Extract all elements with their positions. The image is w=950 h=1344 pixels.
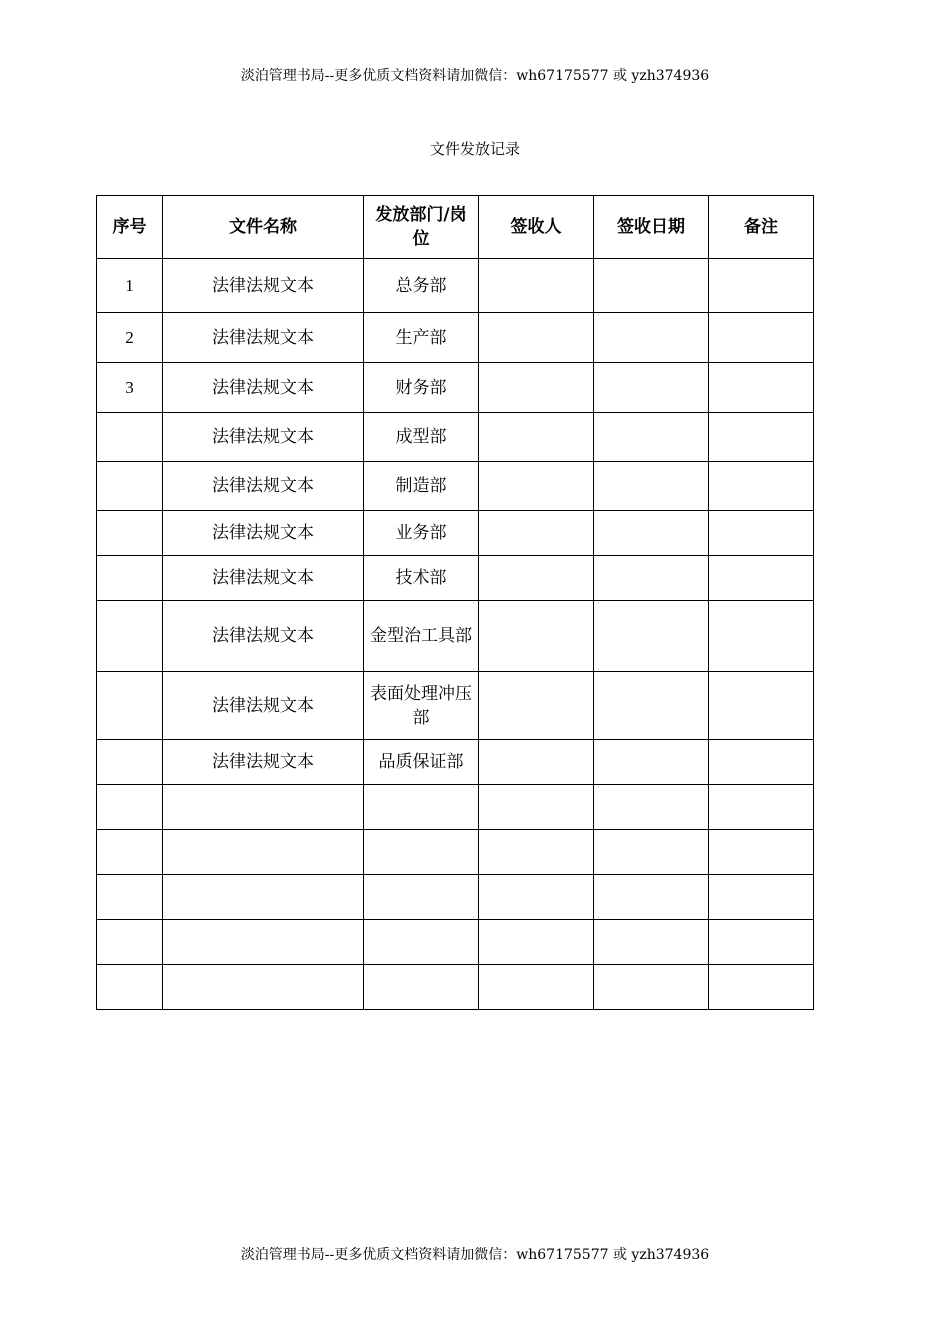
cell-dept: 金型治工具部 (364, 601, 479, 672)
cell-dept: 成型部 (364, 413, 479, 462)
cell-seq (97, 785, 163, 830)
cell-doc-name: 法律法规文本 (163, 313, 364, 363)
cell-signer (479, 413, 594, 462)
table-row (97, 601, 814, 672)
column-header-remark: 备注 (709, 196, 814, 259)
cell-remark (709, 363, 814, 413)
cell-signer (479, 511, 594, 556)
cell-seq: 2 (97, 313, 163, 363)
cell-remark (709, 672, 814, 740)
cell-signer (479, 740, 594, 785)
cell-dept (364, 875, 479, 920)
cell-signer (479, 601, 594, 672)
cell-remark (709, 462, 814, 511)
cell-dept: 财务部 (364, 363, 479, 413)
cell-signer (479, 462, 594, 511)
cell-remark (709, 965, 814, 1010)
cell-signer (479, 556, 594, 601)
table-row (97, 920, 814, 965)
cell-doc-name (163, 920, 364, 965)
cell-remark (709, 511, 814, 556)
cell-seq (97, 830, 163, 875)
cell-seq (97, 965, 163, 1010)
cell-seq (97, 875, 163, 920)
cell-sign-date (594, 556, 709, 601)
cell-signer (479, 785, 594, 830)
cell-seq (97, 413, 163, 462)
cell-sign-date (594, 920, 709, 965)
distribution-record-table (96, 195, 814, 1010)
cell-sign-date (594, 259, 709, 313)
table-row (97, 313, 814, 363)
column-header-sign-date: 签收日期 (594, 196, 709, 259)
column-header-seq: 序号 (97, 196, 163, 259)
cell-seq (97, 920, 163, 965)
cell-doc-name: 法律法规文本 (163, 672, 364, 740)
cell-dept: 技术部 (364, 556, 479, 601)
column-header-signer: 签收人 (479, 196, 594, 259)
page-header-note: 淡泊管理书局--更多优质文档资料请加微信：wh67175577 或 yzh374936 (240, 68, 710, 84)
cell-sign-date (594, 830, 709, 875)
cell-seq (97, 601, 163, 672)
page-footer-note: 淡泊管理书局--更多优质文档资料请加微信：wh67175577 或 yzh374936 (240, 1247, 710, 1263)
cell-dept: 生产部 (364, 313, 479, 363)
cell-doc-name: 法律法规文本 (163, 511, 364, 556)
cell-seq: 3 (97, 363, 163, 413)
table-row (97, 965, 814, 1010)
cell-sign-date (594, 672, 709, 740)
table-row (97, 672, 814, 740)
cell-doc-name: 法律法规文本 (163, 740, 364, 785)
cell-dept (364, 785, 479, 830)
cell-dept (364, 830, 479, 875)
cell-dept: 制造部 (364, 462, 479, 511)
cell-signer (479, 965, 594, 1010)
cell-remark (709, 830, 814, 875)
column-header-dept: 发放部门/岗位 (364, 196, 479, 259)
cell-doc-name: 法律法规文本 (163, 363, 364, 413)
table-row (97, 875, 814, 920)
cell-signer (479, 672, 594, 740)
cell-dept: 品质保证部 (364, 740, 479, 785)
table-row (97, 363, 814, 413)
cell-doc-name (163, 785, 364, 830)
cell-signer (479, 313, 594, 363)
cell-doc-name (163, 830, 364, 875)
cell-doc-name: 法律法规文本 (163, 259, 364, 313)
cell-doc-name: 法律法规文本 (163, 601, 364, 672)
cell-sign-date (594, 785, 709, 830)
cell-signer (479, 259, 594, 313)
cell-doc-name (163, 965, 364, 1010)
table-row (97, 556, 814, 601)
table-row (97, 511, 814, 556)
cell-signer (479, 363, 594, 413)
cell-dept: 总务部 (364, 259, 479, 313)
cell-dept (364, 965, 479, 1010)
cell-sign-date (594, 740, 709, 785)
cell-sign-date (594, 965, 709, 1010)
cell-remark (709, 313, 814, 363)
cell-doc-name: 法律法规文本 (163, 413, 364, 462)
table-row (97, 462, 814, 511)
cell-seq (97, 556, 163, 601)
cell-seq (97, 740, 163, 785)
cell-sign-date (594, 875, 709, 920)
table-row (97, 413, 814, 462)
cell-seq (97, 462, 163, 511)
table-row (97, 259, 814, 313)
cell-doc-name: 法律法规文本 (163, 462, 364, 511)
cell-sign-date (594, 601, 709, 672)
cell-doc-name: 法律法规文本 (163, 556, 364, 601)
cell-seq: 1 (97, 259, 163, 313)
cell-dept: 业务部 (364, 511, 479, 556)
table-header-row (97, 196, 814, 259)
cell-seq (97, 672, 163, 740)
cell-dept (364, 920, 479, 965)
cell-sign-date (594, 462, 709, 511)
cell-remark (709, 556, 814, 601)
cell-remark (709, 785, 814, 830)
cell-dept: 表面处理冲压部 (364, 672, 479, 740)
cell-signer (479, 875, 594, 920)
cell-remark (709, 875, 814, 920)
cell-remark (709, 259, 814, 313)
table-row (97, 785, 814, 830)
cell-signer (479, 830, 594, 875)
cell-doc-name (163, 875, 364, 920)
table-row (97, 740, 814, 785)
cell-remark (709, 740, 814, 785)
document-title: 文件发放记录 (429, 140, 520, 158)
cell-sign-date (594, 363, 709, 413)
cell-remark (709, 920, 814, 965)
cell-sign-date (594, 313, 709, 363)
cell-seq (97, 511, 163, 556)
table-row (97, 830, 814, 875)
cell-remark (709, 601, 814, 672)
column-header-doc-name: 文件名称 (163, 196, 364, 259)
cell-sign-date (594, 413, 709, 462)
cell-signer (479, 920, 594, 965)
cell-sign-date (594, 511, 709, 556)
cell-remark (709, 413, 814, 462)
